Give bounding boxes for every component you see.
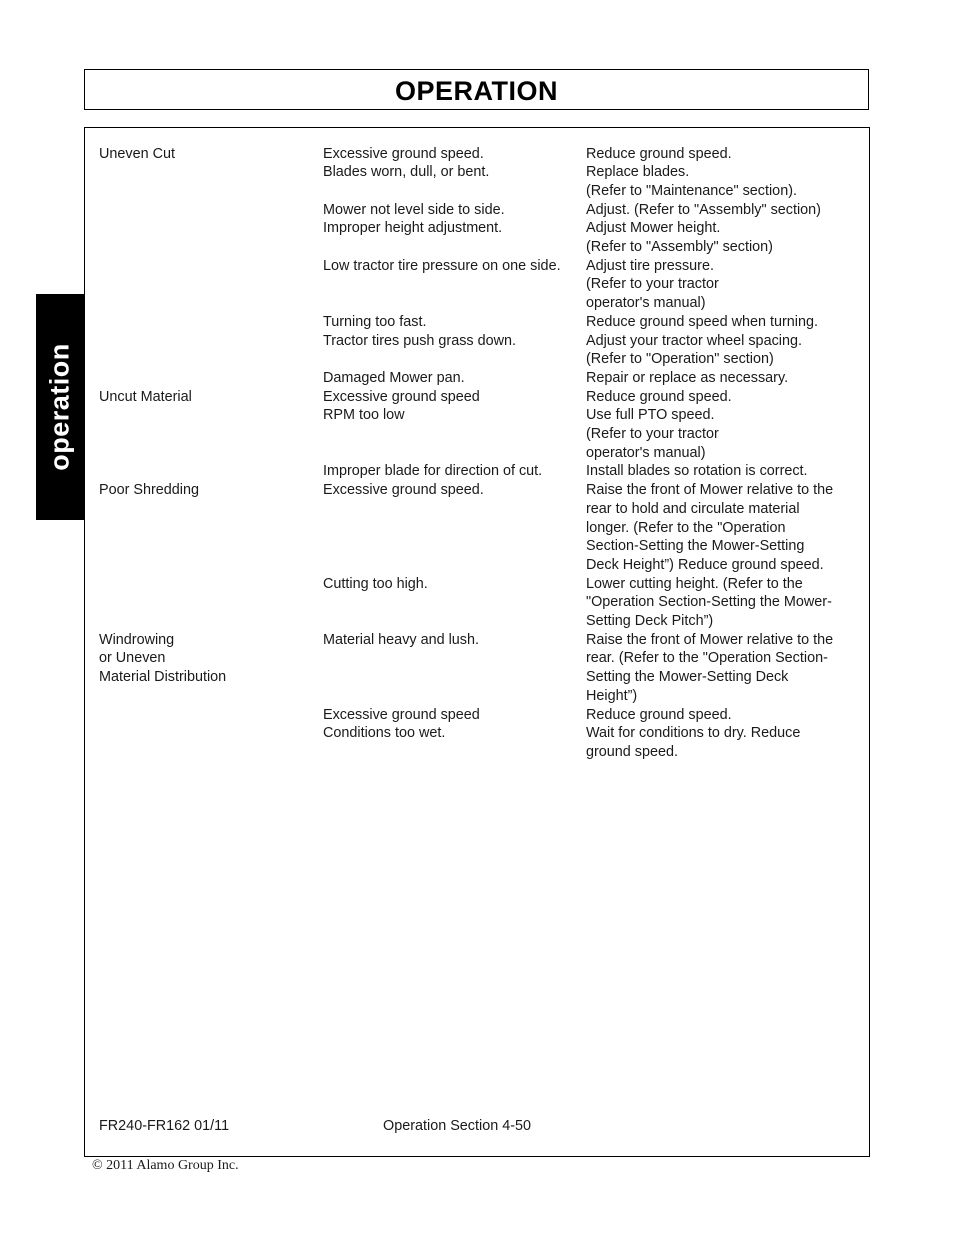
remedy-cell: Use full PTO speed. bbox=[586, 407, 715, 424]
table-row bbox=[85, 238, 869, 257]
cause-cell: Excessive ground speed bbox=[323, 388, 480, 405]
remedy-cell: Raise the front of Mower relative to the bbox=[586, 631, 834, 648]
remedy-cell: operator's manual) bbox=[586, 444, 706, 461]
table-row bbox=[85, 388, 869, 407]
cause-cell: Material heavy and lush. bbox=[323, 631, 479, 648]
remedy-cell: Adjust. (Refer to "Assembly" section) bbox=[586, 201, 821, 218]
page-title: OPERATION bbox=[394, 76, 558, 106]
remedy-cell: Reduce ground speed. bbox=[586, 706, 732, 723]
cause-cell: Mower not level side to side. bbox=[323, 201, 505, 218]
cause-cell: Excessive ground speed. bbox=[323, 482, 484, 499]
table-row bbox=[85, 706, 869, 725]
remedy-cell: (Refer to "Maintenance" section). bbox=[586, 182, 797, 199]
remedy-cell: Height”) bbox=[586, 687, 638, 704]
table-row bbox=[85, 500, 869, 519]
cause-cell: Conditions too wet. bbox=[323, 725, 446, 742]
table-row bbox=[85, 481, 869, 500]
header-box bbox=[84, 69, 869, 110]
table-row bbox=[85, 668, 869, 687]
table-row bbox=[85, 369, 869, 388]
copyright: © 2011 Alamo Group Inc. bbox=[92, 1158, 239, 1173]
cause-cell: Excessive ground speed bbox=[323, 706, 480, 723]
remedy-cell: Replace blades. bbox=[586, 164, 690, 181]
remedy-cell: Adjust tire pressure. bbox=[586, 257, 714, 274]
footer-model: FR240-FR162 01/11 bbox=[99, 1118, 230, 1134]
remedy-cell: Deck Height”) Reduce ground speed. bbox=[586, 556, 824, 573]
cause-cell: Excessive ground speed. bbox=[323, 145, 484, 162]
table-row bbox=[85, 313, 869, 332]
table-row bbox=[85, 537, 869, 556]
remedy-cell: "Operation Section-Setting the Mower- bbox=[586, 594, 832, 611]
remedy-cell: operator's manual) bbox=[586, 295, 706, 312]
cause-cell: Improper height adjustment. bbox=[323, 220, 503, 237]
remedy-cell: Adjust your tractor wheel spacing. bbox=[586, 332, 802, 349]
table-row bbox=[85, 332, 869, 351]
remedy-cell: rear. (Refer to the "Operation Section- bbox=[586, 650, 828, 667]
remedy-cell: rear to hold and circulate material bbox=[586, 500, 800, 517]
problem-cell: Uncut Material bbox=[99, 388, 192, 405]
cause-cell: RPM too low bbox=[323, 407, 405, 424]
table-row bbox=[85, 425, 869, 444]
cause-cell: Improper blade for direction of cut. bbox=[323, 463, 543, 480]
table-row bbox=[85, 575, 869, 594]
table-row bbox=[85, 462, 869, 481]
remedy-cell: Setting the Mower-Setting Deck bbox=[586, 669, 789, 686]
remedy-cell: Lower cutting height. (Refer to the bbox=[586, 575, 803, 592]
table-row bbox=[85, 257, 869, 276]
cause-cell: Damaged Mower pan. bbox=[323, 369, 465, 386]
table-row bbox=[85, 294, 869, 313]
side-tab bbox=[36, 294, 84, 520]
remedy-cell: Section-Setting the Mower-Setting bbox=[586, 538, 805, 555]
table-row bbox=[85, 444, 869, 463]
table-row bbox=[85, 743, 869, 762]
cause-cell: Blades worn, dull, or bent. bbox=[323, 164, 490, 181]
table-row bbox=[85, 612, 869, 631]
table-row bbox=[85, 163, 869, 182]
problem-cell: Windrowing bbox=[99, 631, 175, 648]
remedy-cell: (Refer to your tractor bbox=[586, 276, 719, 293]
table-row bbox=[85, 724, 869, 743]
side-tab-label: operation bbox=[44, 343, 75, 471]
remedy-cell: longer. (Refer to the "Operation bbox=[586, 519, 786, 536]
table-row bbox=[85, 406, 869, 425]
remedy-cell: (Refer to your tractor bbox=[586, 426, 719, 442]
remedy-cell: Install blades so rotation is correct. bbox=[586, 463, 808, 480]
table-row bbox=[85, 519, 869, 538]
table-row bbox=[85, 593, 869, 612]
problem-cell: Poor Shredding bbox=[99, 482, 200, 499]
table-row bbox=[85, 182, 869, 201]
footer-section: Operation Section 4-50 bbox=[383, 1118, 531, 1134]
remedy-cell: Reduce ground speed. bbox=[586, 388, 732, 405]
troubleshooting-table bbox=[84, 127, 870, 1157]
problem-cell: Material Distribution bbox=[99, 669, 227, 686]
table-row bbox=[85, 556, 869, 575]
table-row bbox=[85, 145, 869, 164]
table-row bbox=[85, 631, 869, 650]
table-row bbox=[85, 275, 869, 294]
table-row bbox=[85, 201, 869, 220]
table-row bbox=[85, 687, 869, 706]
cause-cell: Tractor tires push grass down. bbox=[323, 332, 517, 349]
table-row bbox=[85, 350, 869, 369]
cause-cell: Cutting too high. bbox=[323, 575, 428, 592]
remedy-cell: ground speed. bbox=[586, 743, 679, 760]
problem-cell: Uneven Cut bbox=[99, 145, 175, 162]
remedy-cell: (Refer to "Assembly" section) bbox=[586, 239, 773, 255]
remedy-cell: Repair or replace as necessary. bbox=[586, 369, 789, 386]
remedy-cell: Setting Deck Pitch”) bbox=[586, 613, 714, 629]
remedy-cell: Raise the front of Mower relative to the bbox=[586, 482, 834, 499]
cause-cell: Turning too fast. bbox=[323, 313, 427, 330]
remedy-cell: Adjust Mower height. bbox=[586, 220, 721, 237]
table-row bbox=[85, 219, 869, 238]
remedy-cell: Reduce ground speed when turning. bbox=[586, 313, 819, 330]
table-row bbox=[85, 649, 869, 668]
cause-cell: Low tractor tire pressure on one side. bbox=[323, 257, 561, 274]
remedy-cell: (Refer to "Operation" section) bbox=[586, 351, 774, 368]
problem-cell: or Uneven bbox=[99, 650, 166, 667]
remedy-cell: Reduce ground speed. bbox=[586, 145, 732, 162]
remedy-cell: Wait for conditions to dry. Reduce bbox=[586, 725, 801, 742]
